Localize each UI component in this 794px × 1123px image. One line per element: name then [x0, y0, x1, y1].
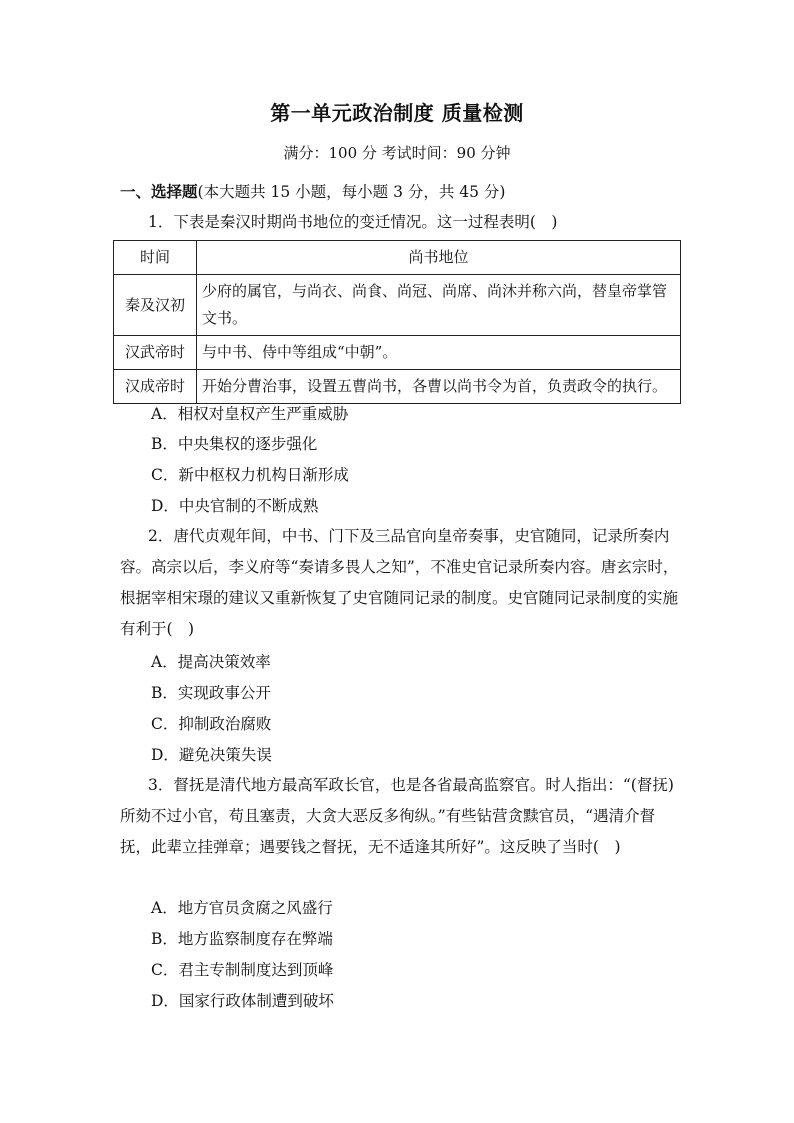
page-title: 第一单元政治制度 质量检测	[270, 101, 524, 125]
question-3-text: 3．督抚是清代地方最高军政长官，也是各省最高监察官。时人指出：“(督抚)所劾不过小官，苟且塞责，大贪大恶反多徇纵。”有些钻营贪黩官员，“遇清介督抚，此辈立挂弹章；遇要钱之督抚，无不适逢其所好”。这反映了当时( )	[120, 776, 674, 856]
section-heading	[120, 180, 505, 202]
table-row	[114, 370, 681, 404]
table-row	[114, 275, 681, 336]
question-2-option-d: D．避免决策失误	[151, 746, 272, 764]
question-1-option-d: D．中央官制的不断成熟	[151, 497, 319, 515]
table-cell-time: 汉成帝时	[114, 370, 197, 404]
section-head: 一、选择题	[120, 183, 198, 201]
question-3-stem	[120, 770, 680, 863]
table-header-row	[114, 241, 681, 275]
table-cell-time: 汉武帝时	[114, 336, 197, 370]
question-3-option-c: C．君主专制制度达到顶峰	[151, 961, 334, 979]
section-rest: (本大题共 15 小题，每小题 3 分，共 45 分)	[197, 183, 506, 201]
exam-meta: 满分：100 分 考试时间：90 分钟	[283, 144, 511, 162]
question-1-option-a: A．相权对皇权产生严重威胁	[151, 405, 349, 423]
table-header-status: 尚书地位	[197, 241, 681, 275]
question-1-option-b: B．中央集权的逐步强化	[151, 435, 318, 453]
question-1-option-c: C．新中枢权力机构日渐形成	[151, 466, 349, 484]
question-2-option-c: C．抑制政治腐败	[151, 715, 272, 733]
question-1-table	[113, 240, 681, 404]
question-3-option-d: D．国家行政体制遭到破坏	[151, 992, 334, 1010]
table-cell-status: 少府的属官，与尚衣、尚食、尚冠、尚席、尚沐并称六尚，替皇帝掌管文书。	[197, 275, 681, 336]
question-2-stem	[120, 521, 680, 645]
question-2-option-a: A．提高决策效率	[151, 653, 271, 671]
question-2-text: 2．唐代贞观年间，中书、门下及三品官向皇帝奏事，史官随同，记录所奏内容。高宗以后，李义府等“奏请多畏人之知”，不准史官记录所奏内容。唐玄宗时，根据宰相宋璟的建议又重新恢复了史官随同记录的制度。史官随同记录制度的实施有利于( )	[120, 527, 679, 638]
table-row	[114, 336, 681, 370]
question-2-option-b: B．实现政事公开	[151, 684, 271, 702]
question-3-option-b: B．地方监察制度存在弊端	[151, 930, 333, 948]
question-1-stem: 1．下表是秦汉时期尚书地位的变迁情况。这一过程表明( )	[148, 213, 558, 231]
table-cell-status: 开始分曹治事，设置五曹尚书，各曹以尚书令为首，负责政令的执行。	[197, 370, 681, 404]
table-cell-status: 与中书、侍中等组成“中朝”。	[197, 336, 681, 370]
table-cell-time: 秦及汉初	[114, 275, 197, 336]
question-3-option-a: A．地方官员贪腐之风盛行	[151, 899, 333, 917]
table-header-time: 时间	[114, 241, 197, 275]
